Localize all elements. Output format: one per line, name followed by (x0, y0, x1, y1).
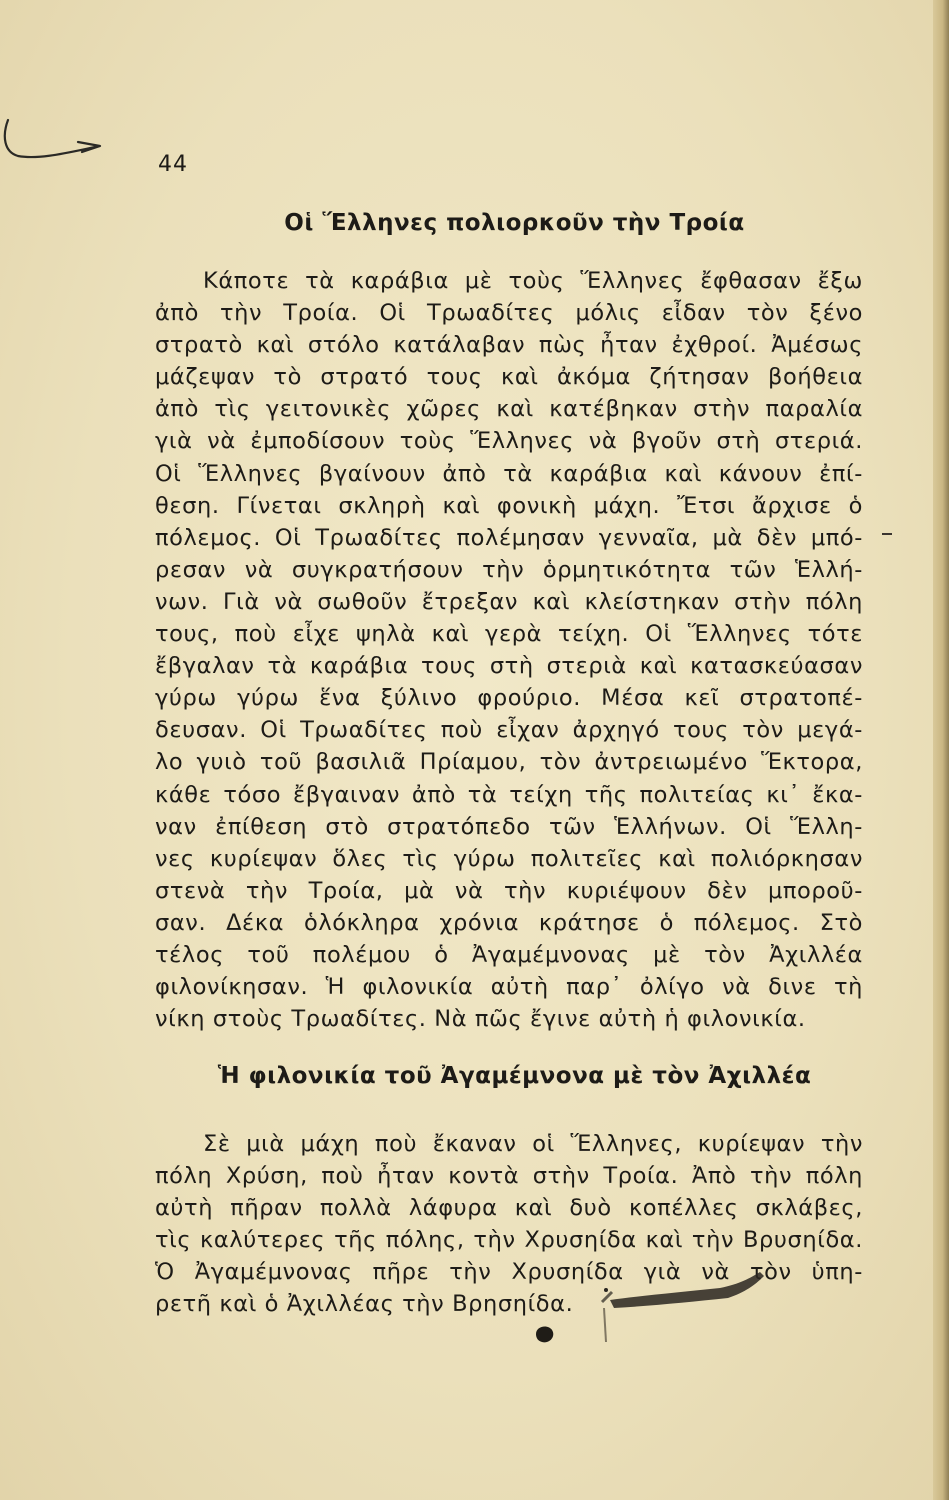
text-line: γύρω γύρω ἕνα ξύλινο φρούριο. Μέσα κεῖ στρατοπέ- (155, 685, 863, 712)
text-line: νίκη στοὺς Τρωαδίτες. Νὰ πῶς ἔγινε αὐτὴ ἡ φιλονικία. (155, 1006, 806, 1033)
text-line: στρατὸ καὶ στόλο κατάλαβαν πὼς ἦταν ἐχθροί. Ἀμέσως (155, 332, 863, 359)
text-line: ἀπὸ τὶς γειτονικὲς χῶρες καὶ κατέβηκαν στὴν παραλία (155, 396, 863, 423)
text-line: στενὰ τὴν Τροία, μὰ νὰ τὴν κυριέψουν δὲν μποροῦ- (155, 877, 863, 904)
paragraph-troy-siege (155, 265, 863, 1035)
text-line: ρετῆ καὶ ὁ Ἀχιλλέας τὴν Βρησηίδα. (155, 1291, 574, 1318)
text-line: τὶς καλύτερες τῆς πόλης, τὴν Χρυσηίδα καὶ τὴν Βρυσηίδα. (155, 1227, 863, 1254)
text-line: ἔβγαλαν τὰ καράβια τους στὴ στεριὰ καὶ κατασκεύασαν (155, 653, 863, 680)
page-number: 44 (158, 152, 188, 177)
text-line: Κάποτε τὰ καράβια μὲ τοὺς Ἕλληνες ἔφθασαν ἔξω (203, 268, 863, 294)
text-line: κάθε τόσο ἔβγαιναν ἀπὸ τὰ τείχη τῆς πολιτείας κι᾽ ἔκα- (155, 781, 863, 808)
text-line: πόλη Χρύση, ποὺ ἦταν κοντὰ στὴν Τροία. Ἀπὸ τὴν πόλη (155, 1163, 863, 1190)
text-line: νων. Γιὰ νὰ σωθοῦν ἔτρεξαν καὶ κλείστηκαν στὴν πόλη (155, 588, 863, 615)
text-line: πόλεμος. Οἱ Τρωαδίτες πολέμησαν γενναῖα, μὰ δὲν μπό- (155, 524, 863, 551)
text-line: θεση. Γίνεται σκληρὴ καὶ φονικὴ μάχη. Ἔτσι ἄρχισε ὁ (155, 492, 863, 519)
text-line: Οἱ Ἕλληνες βγαίνουν ἀπὸ τὰ καράβια καὶ κάνουν ἐπί- (155, 460, 863, 487)
text-line: αὐτὴ πῆραν πολλὰ λάφυρα καὶ δυὸ κοπέλλες σκλάβες, (155, 1195, 863, 1222)
section-title-troy-siege: Οἱ Ἕλληνες πολιορκοῦν τὴν Τροία (284, 210, 745, 236)
text-line: φιλονίκησαν. Ἡ φιλονικία αὐτὴ παρ᾽ ὀλίγο νὰ δινε τὴ (155, 974, 863, 1001)
text-line: δευσαν. Οἱ Τρωαδίτες ποὺ εἶχαν ἀρχηγό τους τὸν μεγά- (155, 717, 863, 744)
text-line: ἀπὸ τὴν Τροία. Οἱ Τρωαδίτες μόλις εἶδαν τὸν ξένο (155, 300, 863, 327)
ink-blot-icon (530, 1322, 560, 1348)
section-title-quarrel: Ἡ φιλονικία τοῦ Ἀγαμέμνονα μὲ τὸν Ἀχιλλέα (217, 1063, 812, 1089)
text-line: Ὁ Ἀγαμέμνονας πῆρε τὴν Χρυσηίδα γιὰ νὰ τὸν ὑπη- (155, 1259, 863, 1286)
text-line: μάζεψαν τὸ στρατό τους καὶ ἀκόμα ζήτησαν βοήθεια (155, 364, 863, 391)
text-line: ναν ἐπίθεση στὸ στρατόπεδο τῶν Ἑλλήνων. Οἱ Ἕλλη- (155, 813, 863, 840)
text-line: νες κυρίεψαν ὅλες τὶς γύρω πολιτεῖες καὶ πολιόρκησαν (155, 845, 863, 872)
margin-dash (882, 533, 892, 535)
text-line: ρεσαν νὰ συγκρατήσουν τὴν ὁρμητικότητα τῶν Ἑλλή- (155, 556, 863, 583)
pencil-scribble-icon (0, 118, 120, 168)
ink-stain-icon (600, 1262, 780, 1362)
text-line: Σὲ μιὰ μάχη ποὺ ἔκαναν οἱ Ἕλληνες, κυρίεψαν τὴν (203, 1131, 863, 1157)
text-line: τέλος τοῦ πολέμου ὁ Ἀγαμέμνονας μὲ τὸν Ἀχιλλέα (155, 941, 863, 968)
text-line: λο γυιὸ τοῦ βασιλιᾶ Πρίαμου, τὸν ἀντρειωμένο Ἕκτορα, (155, 749, 863, 776)
text-line: γιὰ νὰ ἐμποδίσουν τοὺς Ἕλληνες νὰ βγοῦν στὴ στεριά. (155, 428, 863, 455)
text-line: τους, ποὺ εἶχε ψηλὰ καὶ γερὰ τείχη. Οἱ Ἕλληνες τότε (155, 621, 863, 648)
text-line: σαν. Δέκα ὁλόκληρα χρόνια κράτησε ὁ πόλεμος. Στὸ (155, 909, 863, 936)
